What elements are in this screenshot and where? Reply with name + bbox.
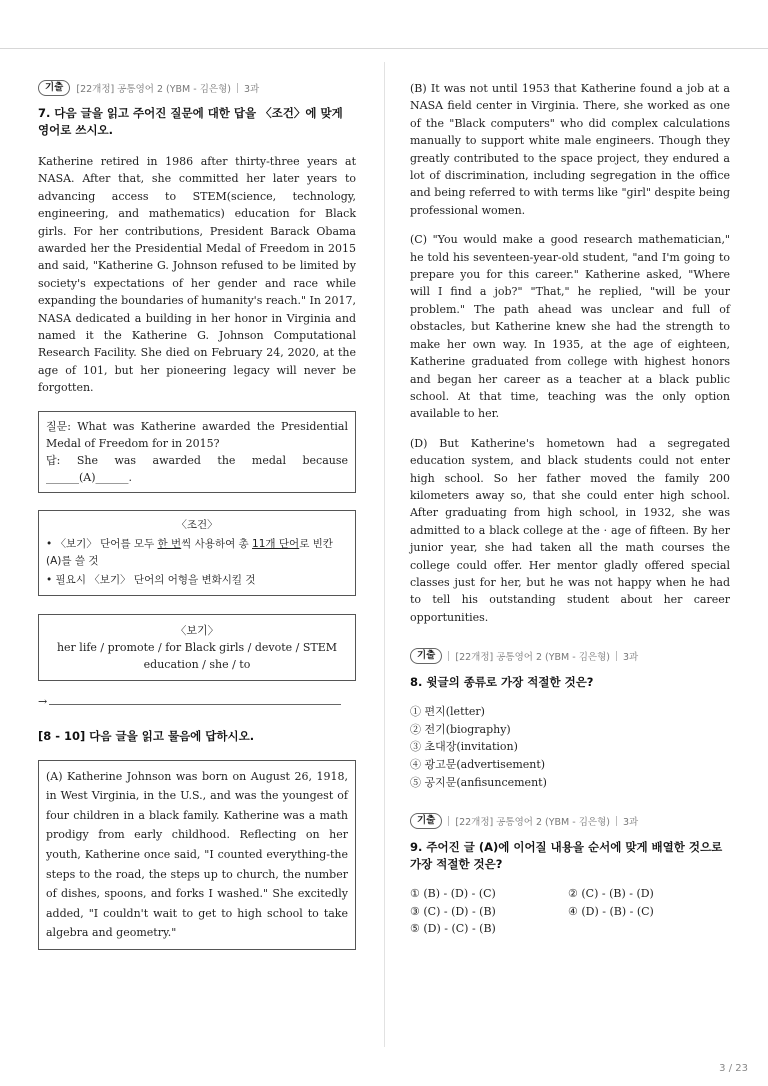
q8-option-3[interactable]: ③ 초대장(invitation) [410,740,518,754]
q9-option-3[interactable]: ③ (C) - (D) - (B) [410,904,496,918]
condition-1-underline-once: 한 번 [157,537,182,550]
q7-source: [22개정] 공통영어 2 (YBM - 김은형) [76,84,231,95]
q9-tagline [410,813,730,829]
condition-1 [46,536,348,570]
right-column [410,80,730,938]
q8-title: 8. 윗글의 종류로 가장 적절한 것은? [410,675,594,690]
q8-separator-a [448,651,449,661]
set-instruction: [8 - 10] 다음 글을 읽고 물음에 답하시오. [38,728,255,743]
passage-d: (D) But Katherine's hometown had a segregated education system, and black students could not enter high school. So her father moved the family 200 kilometers away so, that she could enter high school. After graduating from high school, in 1932, she was admitted to a black college at the · age of fifteen. By her junior year, she had taken all the math courses the college could offer. Her mentor gladly offered special classes just for her, but he was not happy when he had to tell his outstanding student about her career opportunities. [410,436,730,624]
q7-title: 7. 다음 글을 읽고 주어진 질문에 대한 답을 〈조건〉에 맞게 영어로 쓰시오. [38,106,343,137]
q8-separator-b [616,651,617,661]
q8-options [410,703,730,791]
q9-block [410,813,730,938]
q7-answer-line [38,695,356,708]
left-column [38,80,356,950]
q7-lesson: 3과 [243,84,260,95]
q8-lesson: 3과 [622,652,639,664]
arrow-icon: → [38,694,48,708]
answer-blank-rule [49,704,341,705]
q7-tagline [38,80,356,96]
passage-a-box: (A) Katherine Johnson was born on August 26, 1918, in West Virginia, in the U.S., and was the youngest of four children in a black family. Katherine was a math prodigy from early childhood. Reflecting on her youth, Katherine once said, "I counted everything-the steps to the road, the steps up to church, the number of dishes, spoons, and forks I washed." She excitedly added, "I couldn't wait to get to high school to take algebra and geometry." [38,760,356,950]
q7-question: 질문: What was Katherine awarded the Presidential Medal of Freedom for in 2015? [46,419,348,450]
q9-option-5[interactable]: ⑤ (D) - (C) - (B) [410,922,496,936]
q9-option-4[interactable]: ④ (D) - (B) - (C) [568,904,654,918]
q8-option-5[interactable]: ⑤ 공지문(anfisuncement) [410,775,547,789]
passage-c: (C) "You would make a good research mathematician," he told his seventeen-year-old student, "and I'm going to prepare you for this career." Katherine asked, "Where will I find a job?" "That," he replied, "will be your problem." The path ahead was unclear and full of obstacles, but Katherine knew she had the strength to make her own way. In 1935, at the age of eighteen, Katherine graduated from college with highest honors and began her career as a teacher at a black public school. At that time, teaching was the only option available to her. [410,233,730,421]
q7-bogi-box [38,614,356,681]
passage-b: (B) It was not until 1953 that Katherine found a job at a NASA field center in Virginia. There, she worked as one of the "Black computers" who did complex calculations manually to support white male engineers. Though they greatly contributed to the space project, they endured a lot of discrimination, including segregation in the office and being referred to with terms like "girl" despite being professional women. [410,82,730,217]
q9-source: [22개정] 공통영어 2 (YBM - 김은형) [455,817,610,829]
q7-separator [237,83,238,93]
bogi-header: 〈보기〉 [175,623,219,637]
column-divider [384,62,385,1047]
conditions-header: 〈조건〉 [176,518,218,531]
bogi-words: her life / promote / for Black girls / devote / STEM education / she / to [56,640,338,671]
q7-conditions-box [38,510,356,596]
header-rule [0,48,768,49]
q7-answer: 답: She was awarded the medal because ______(A)______. [46,453,348,484]
q9-separator-a [448,816,449,826]
condition-1-part-a: • 〈보기〉 단어를 모두 [46,537,158,550]
q9-title: 9. 주어진 글 (A)에 이어질 내용을 순서에 맞게 배열한 것으로 가장 적절한 것은? [410,840,723,872]
q7-tag-badge: 기출 [38,80,70,96]
q8-tag-badge: 기출 [410,648,442,664]
q9-option-2[interactable]: ② (C) - (B) - (D) [568,887,654,901]
q8-block [410,648,730,791]
condition-2: • 필요시 〈보기〉 단어의 어형을 변화시킬 것 [46,573,256,586]
q9-option-1[interactable]: ① (B) - (D) - (C) [410,887,496,901]
q9-separator-b [616,816,617,826]
condition-1-part-c: 로 빈칸 (A)를 쓸 것 [46,537,333,567]
q9-lesson: 3과 [622,817,639,829]
q8-option-1[interactable]: ① 편지(letter) [410,705,485,719]
q7-question-box [38,411,356,493]
q8-tagline [410,648,730,664]
condition-1-underline-count: 11개 단어 [252,537,300,550]
q8-option-2[interactable]: ② 전기(biography) [410,722,511,736]
q8-source: [22개정] 공통영어 2 (YBM - 김은형) [455,652,610,664]
q8-option-4[interactable]: ④ 광고문(advertisement) [410,757,546,771]
page-number: 3 / 23 [719,1063,748,1074]
q7-passage: Katherine retired in 1986 after thirty-three years at NASA. After that, she committed her later years to advancing access to STEM(science, technology, engineering, and mathematics) education for Black girls. For her contributions, President Barack Obama awarded her the Presidential Medal of Freedom in 2015 and said, "Katherine G. Johnson refused to be limited by society's expectations of her gender and race while expanding the boundaries of humanity's reach." In 2017, NASA dedicated a building in her honor in Virginia and named it the Katherine G. Johnson Computational Research Facility. She died on February 24, 2020, at the age of 101, but her pioneering legacy will never be forgotten. [38,155,356,395]
q9-options [410,885,730,938]
condition-1-part-b: 씩 사용하여 총 [181,537,253,550]
q9-tag-badge: 기출 [410,813,442,829]
